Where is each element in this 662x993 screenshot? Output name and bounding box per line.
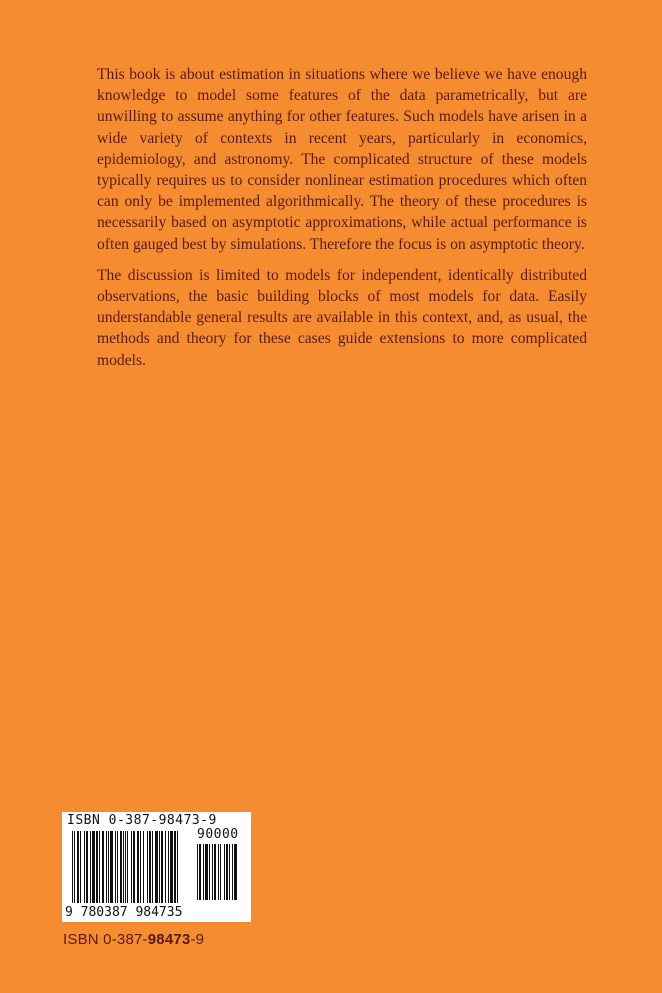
blurb-paragraph-2: The discussion is limited to models for independent, identically distributed observations, the basic building blocks of most models for data. Easily understandable general results are available in this context, and, as usual, the methods and theory for these cases guide extensions to more complicated models. (97, 266, 587, 369)
barcode-price-code: 90000 (197, 827, 239, 842)
isbn-prefix: ISBN 0-387- (63, 931, 148, 948)
barcode-bars (72, 831, 192, 905)
back-cover-blurb (97, 64, 587, 381)
isbn-bold-part: 98473 (147, 931, 191, 948)
barcode-isbn-label: ISBN 0-387-98473-9 (67, 813, 217, 828)
isbn-footer (63, 931, 204, 948)
blurb-paragraph-1: This book is about estimation in situations where we believe we have enough knowledge to model some features of the data parametrically, but are unwilling to assume anything for other features. Such models have arisen in a wide variety of contexts in recent years, particularly in economics, epidemiology, and astronomy. The complicated structure of these models typically requires us to consider nonlinear estimation procedures which often can only be implemented algorithmically. The theory of these procedures is necessarily based on asymptotic approximations, while actual performance is often gauged best by simulations. Therefore the focus is on asymptotic theory. (97, 66, 587, 253)
barcode-digits: 9 780387 984735 (65, 905, 183, 920)
barcode-addon-bars (197, 844, 245, 902)
isbn-barcode (62, 812, 251, 922)
isbn-suffix: -9 (190, 931, 205, 948)
